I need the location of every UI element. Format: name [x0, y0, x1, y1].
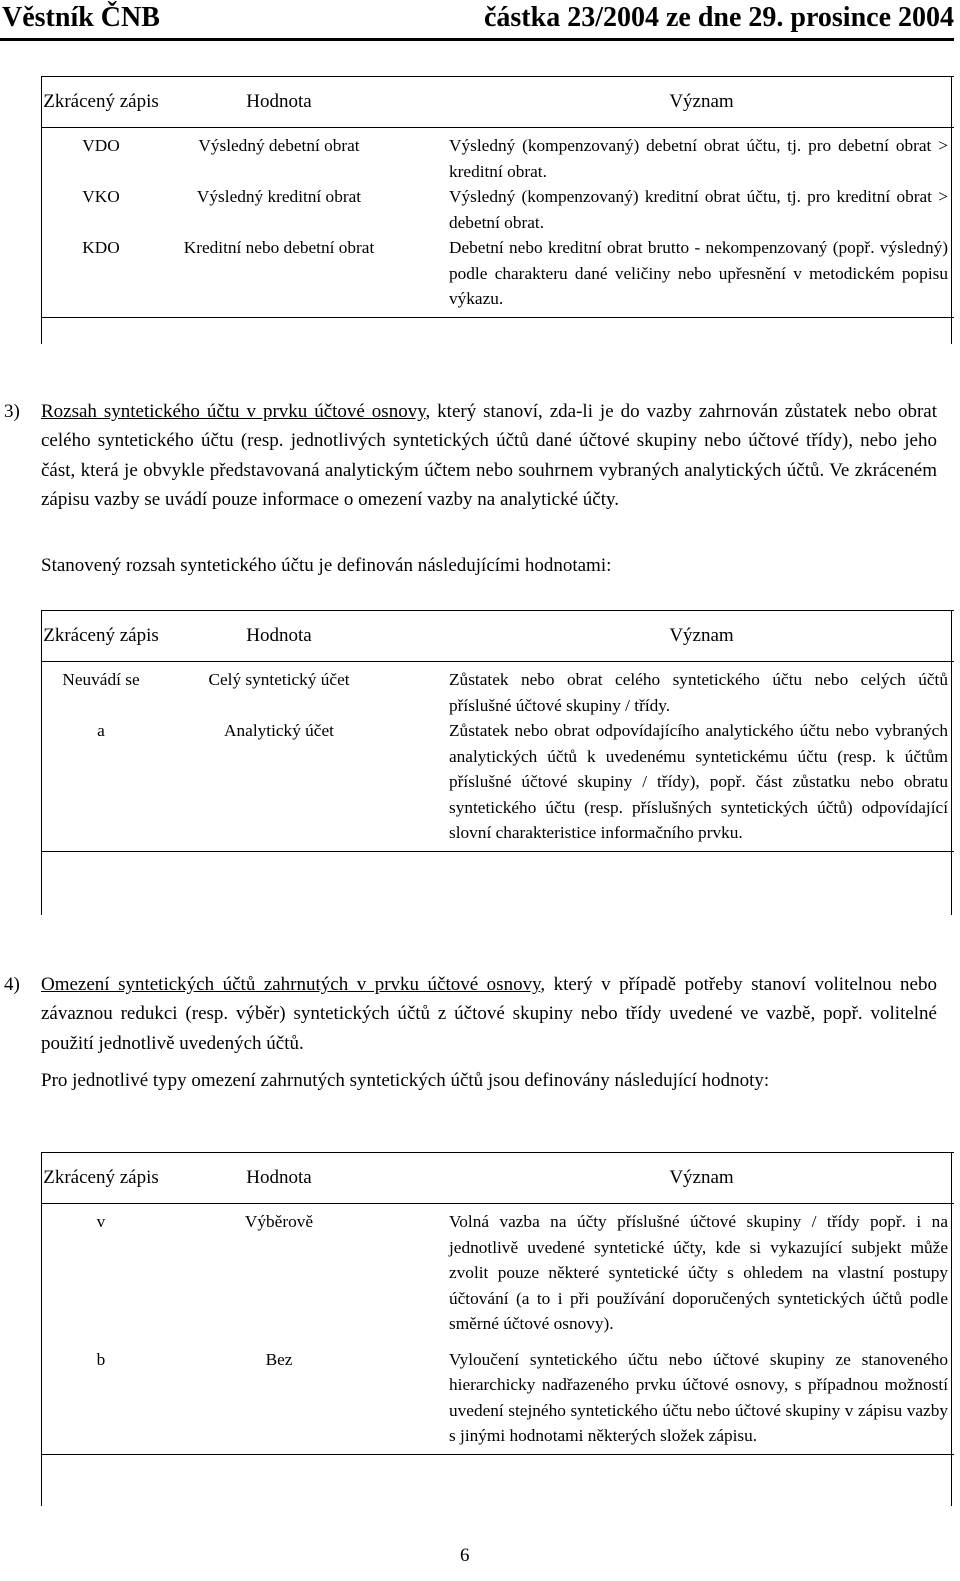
value-cell: Bez	[161, 1347, 397, 1455]
journal-title: Věstník ČNB	[2, 2, 160, 33]
table3-header-row	[41, 1153, 954, 1204]
table1-header-row	[41, 77, 954, 128]
section-text: , který v případě potřeby stanoví volitelnou nebo závaznou redukci (resp. výběr) syntetických účtů z účtové skupiny nebo třídy uvedené ve vazbě, popř. volitelné použití jednotlivě uvedených účtů.	[41, 974, 937, 1054]
column-header-value: Hodnota	[161, 77, 397, 128]
column-header-abbr: Zkrácený zápis	[41, 1153, 161, 1204]
section-3-intro: Stanovený rozsah syntetického účtu je definován následujícími hodnotami:	[41, 555, 612, 576]
value-cell: Analytický účet	[161, 718, 397, 851]
value-cell: Výsledný kreditní obrat	[196, 187, 362, 206]
column-header-abbr: Zkrácený zápis	[41, 77, 161, 128]
section-3-paragraph	[4, 397, 937, 514]
value-cell: Výběrově	[244, 1212, 314, 1231]
table-row	[41, 1204, 954, 1347]
section-heading: Omezení syntetických účtů zahrnutých v prvku účtové osnovy	[41, 974, 541, 995]
page-header	[0, 0, 954, 41]
table-row	[41, 235, 954, 317]
column-header-abbr: Zkrácený zápis	[41, 611, 161, 662]
column-header-value: Hodnota	[161, 611, 397, 662]
table-row	[41, 128, 954, 185]
table2-header-row	[41, 611, 954, 662]
meaning-cell: Zůstatek nebo obrat celého syntetického účtu nebo celých účtů příslušné účtové skupiny / třídy.	[449, 670, 948, 715]
column-header-meaning: Význam	[397, 77, 954, 128]
table3	[41, 1152, 954, 1455]
column-header-meaning: Význam	[397, 1153, 954, 1204]
section-4-intro: Pro jednotlivé typy omezení zahrnutých syntetických účtů jsou definovány následující hodnoty:	[41, 1070, 770, 1091]
section-number: 4)	[4, 974, 20, 995]
issue-info: částka 23/2004 ze dne 29. prosince 2004	[483, 2, 954, 33]
abbr-cell: Neuvádí se	[62, 670, 140, 689]
table-row	[41, 1347, 954, 1455]
section-4-paragraph	[4, 970, 937, 1058]
meaning-cell: Debetní nebo kreditní obrat brutto - nekompenzovaný (popř. výsledný) podle charakteru dané veličiny nebo upřesnění v metodickém popisu výkazu.	[397, 235, 954, 317]
value-cell: Výsledný debetní obrat	[198, 136, 360, 155]
abbr-cell: a	[41, 718, 161, 851]
meaning-cell: Vyloučení syntetického účtu nebo účtové skupiny ze stanoveného hierarchicky nadřazeného prvku účtové osnovy, s případnou možností uvedení stejného syntetického účtu nebo účtové skupiny v zápisu vazby s jinými hodnotami některých složek zápisu.	[397, 1347, 954, 1455]
table-row	[41, 718, 954, 851]
section-text: , který stanoví, zda-li je do vazby zahrnován zůstatek nebo obrat celého syntetického účtu (resp. jednotlivých syntetických účtů dané účtové skupiny nebo účtové třídy), nebo jeho část, která je obvykle představovaná analytickým účtem nebo souhrnem vybraných analytických účtů. Ve zkráceném zápisu vazby se uvádí pouze informace o omezení vazby na analytické účty.	[41, 401, 937, 510]
table-row	[41, 662, 954, 719]
meaning-cell: Výsledný (kompenzovaný) debetní obrat účtu, tj. pro debetní obrat > kreditní obrat.	[449, 136, 948, 181]
meaning-cell: Zůstatek nebo obrat odpovídajícího analytického účtu nebo vybraných analytických účtů k uvedenému syntetickému účtu (resp. k účtům příslušné účtové skupiny / třídy), popř. část zůstatku nebo obratu syntetického účtu (resp. příslušných syntetických účtů) odpovídající slovní charakteristice informačního prvku.	[397, 718, 954, 851]
section-heading: Rozsah syntetického účtu v prvku účtové osnovy	[41, 401, 426, 422]
section-number: 3)	[4, 401, 20, 422]
value-cell: Celý syntetický účet	[208, 670, 350, 689]
column-header-meaning: Význam	[397, 611, 954, 662]
abbr-cell: KDO	[41, 235, 161, 317]
abbr-cell: v	[96, 1212, 106, 1231]
abbr-cell: b	[41, 1347, 161, 1455]
abbr-cell: VDO	[82, 136, 120, 155]
abbr-cell: VKO	[82, 187, 120, 206]
page-number: 6	[460, 1545, 470, 1566]
table1	[41, 76, 954, 318]
column-header-value: Hodnota	[161, 1153, 397, 1204]
meaning-cell: Výsledný (kompenzovaný) kreditní obrat účtu, tj. pro kreditní obrat > debetní obrat.	[449, 187, 948, 232]
table-row	[41, 184, 954, 235]
value-cell: Kreditní nebo debetní obrat	[161, 235, 397, 317]
table2	[41, 610, 954, 852]
meaning-cell: Volná vazba na účty příslušné účtové skupiny / třídy popř. i na jednotlivě uvedené syntetické účty, kde si vykazující subjekt může zvolit pouze některé syntetické účty s ohledem na vlastní postupy účtování (a to i při používání doporučených syntetických účtů podle směrné účtové osnovy).	[449, 1212, 948, 1333]
